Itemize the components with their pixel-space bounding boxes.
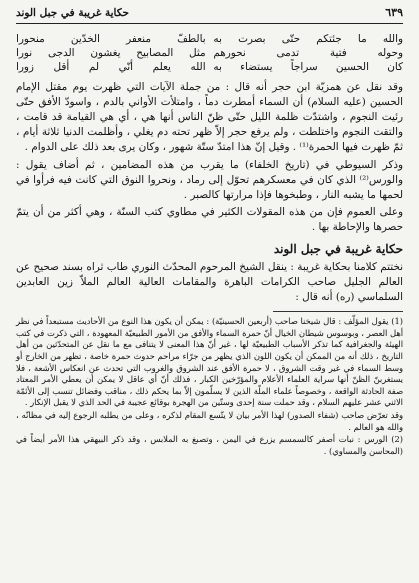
section-heading: حكاية غريبة في جبل الوند <box>273 241 403 256</box>
page-number: ٦٣٩ <box>385 6 403 19</box>
poem-verse <box>16 60 403 74</box>
body-paragraph: وقد نقل عن همزيّة ابن حجر أنه قال : من جملة الآيات التي ظهرت يوم مقتل الإمام الحسين (عليه السلام) أن السماء أمطرت دماً ، وامتلأت الأواني بالدم ، واسودّ الأفق حتّى رئيت النجوم ، واشتدّت ظلمة الليل حتّى ظنّ الناس أنها هي ، أي هي القيامة قد قامت ، والتقت النجوم واختلطت ، ولم يرفع حجر إلاّ ظهر تحته دم يغلي ، وأظلمت الدنيا ثلاثة أيام ، ثمّ ظهرت فيها الحمرة⁽¹⁾ . وقيل إنّ هذا امتدّ ستّة شهور ، وكان يرى بعد ذلك على الدوام . <box>16 80 403 154</box>
footnote: وقد تعرّض صاحب (شفاء الصدور) لهذا الأمر بيان لا يتّسع المقام لذكره ، وعلى من يطلبه الرجوع إليه في مظانّه ، والله هو العالم . <box>16 410 403 432</box>
verse-second-hemistich: الله يعلم أنّي لم أقل زورا <box>16 61 206 74</box>
verse-first-hemistich: كان الحسين سراجاً يستضاء به <box>213 61 403 74</box>
footnotes-block <box>16 316 403 457</box>
poem-verse <box>16 32 403 46</box>
verse-second-hemistich: مثل المصابيح يغشون الدجى نورا <box>16 47 206 60</box>
footnote-rule <box>273 311 403 312</box>
footnote: (2) الورس : نبات أصفر كالسمسم يزرع في اليمن ، وتصبغ به الملابس ، وقد ذكر البيهقي هذا الأمر أيضاً في (المحاسن والمساوي) . <box>16 434 403 456</box>
header-rule <box>16 23 403 24</box>
verse-first-hemistich: والله ما جئتكم حتّى بصرت به <box>213 33 403 45</box>
section-paragraph: نختتم كلامنا بحكاية غريبة : ينقل الشيخ المرحوم المحدّث النوري طاب ثراه بسند صحيح عن العالم الجليل صاحب الكرامات الباهرة والمقامات العالية العالم الملاّ زين العابدين السلماسي (ره) أنه قال : <box>16 260 403 304</box>
body-paragraph: وذكر السيوطي في (تاريخ الخلفاء) ما يقرب من هذه المضامين ، ثم أضاف يقول : والورس⁽²⁾ الذي كان في معسكرهم تحوّل إلى رماد ، ونحروا النوق التي كانت فيه فرأوا في لحمها ما يشبه النار ، وطبخوها فإذا مرارتها كالصبر . <box>16 158 403 202</box>
running-header <box>16 6 403 20</box>
running-title: حكاية غريبة في جبل الوند <box>16 7 130 19</box>
footnote: (1) يقول المؤلّف : قال شيخنا صاحب (أربعين الحسينيّة) : يمكن أن يكون هذا النوع من الأحاديث مستبعداً في نظر أهل العصر ، وبوسوس شيطان الخيال أنّ حمرة السماء والأفق من الأمور الطبيعيّة المعهودة ، التي ذكرت في كتب الهيئة والجغرافية كما تذكر الأسباب الطبيعيّة لها ، غير أنّ هذا المعنى لا يتنافى مع ما نقل عن المتحدّثين من أهل التاريخ ، ذلك أنه من الممكن أن يكون اللون الذي يظهر من جرّاء مراحم حدوث حمرة خاصة ، تظهر من الخارج أو وسط السماء في غير وقت الشروق ، لا حمرة الأفق عند الشروق والغروب التي تحدث عن انعكاس الأشعة ، فلا يستغربنّ الظنّ أنها سراية العلماء الأعلام والمؤرّخين الكبار ، فذلك أنّ أي عاقل لا يمكن أن يعطي الأمر المعتاد صفة الحادثة الواقعة ، وخصوصاً علماء الملّة الذين لا يسلّمون إلاّ بما يحكم ذلك ، مناقب وفضائل تنسب إلى الأئمّة الاثني عشر عليهم السلام ، وقد حملت سنة إحدى وستّين من الهجرة بوقائع عجيبة في الحد الذي لا يقبل الإنكار . <box>16 316 403 408</box>
verse-first-hemistich: وحوله فتية تدمى نحورهم <box>213 47 403 60</box>
body-paragraph: وعلى العموم فإن من هذه المقولات الكثير في مطاوي كتب السنّة ، وهي أكثر من أن يتمّ حصرها والإحاطة بها . <box>16 206 403 234</box>
verse-second-hemistich: بالطفّ منعفر الخدّين منحورا <box>16 33 206 45</box>
poem-verse <box>16 46 403 60</box>
poem-block <box>16 32 403 75</box>
